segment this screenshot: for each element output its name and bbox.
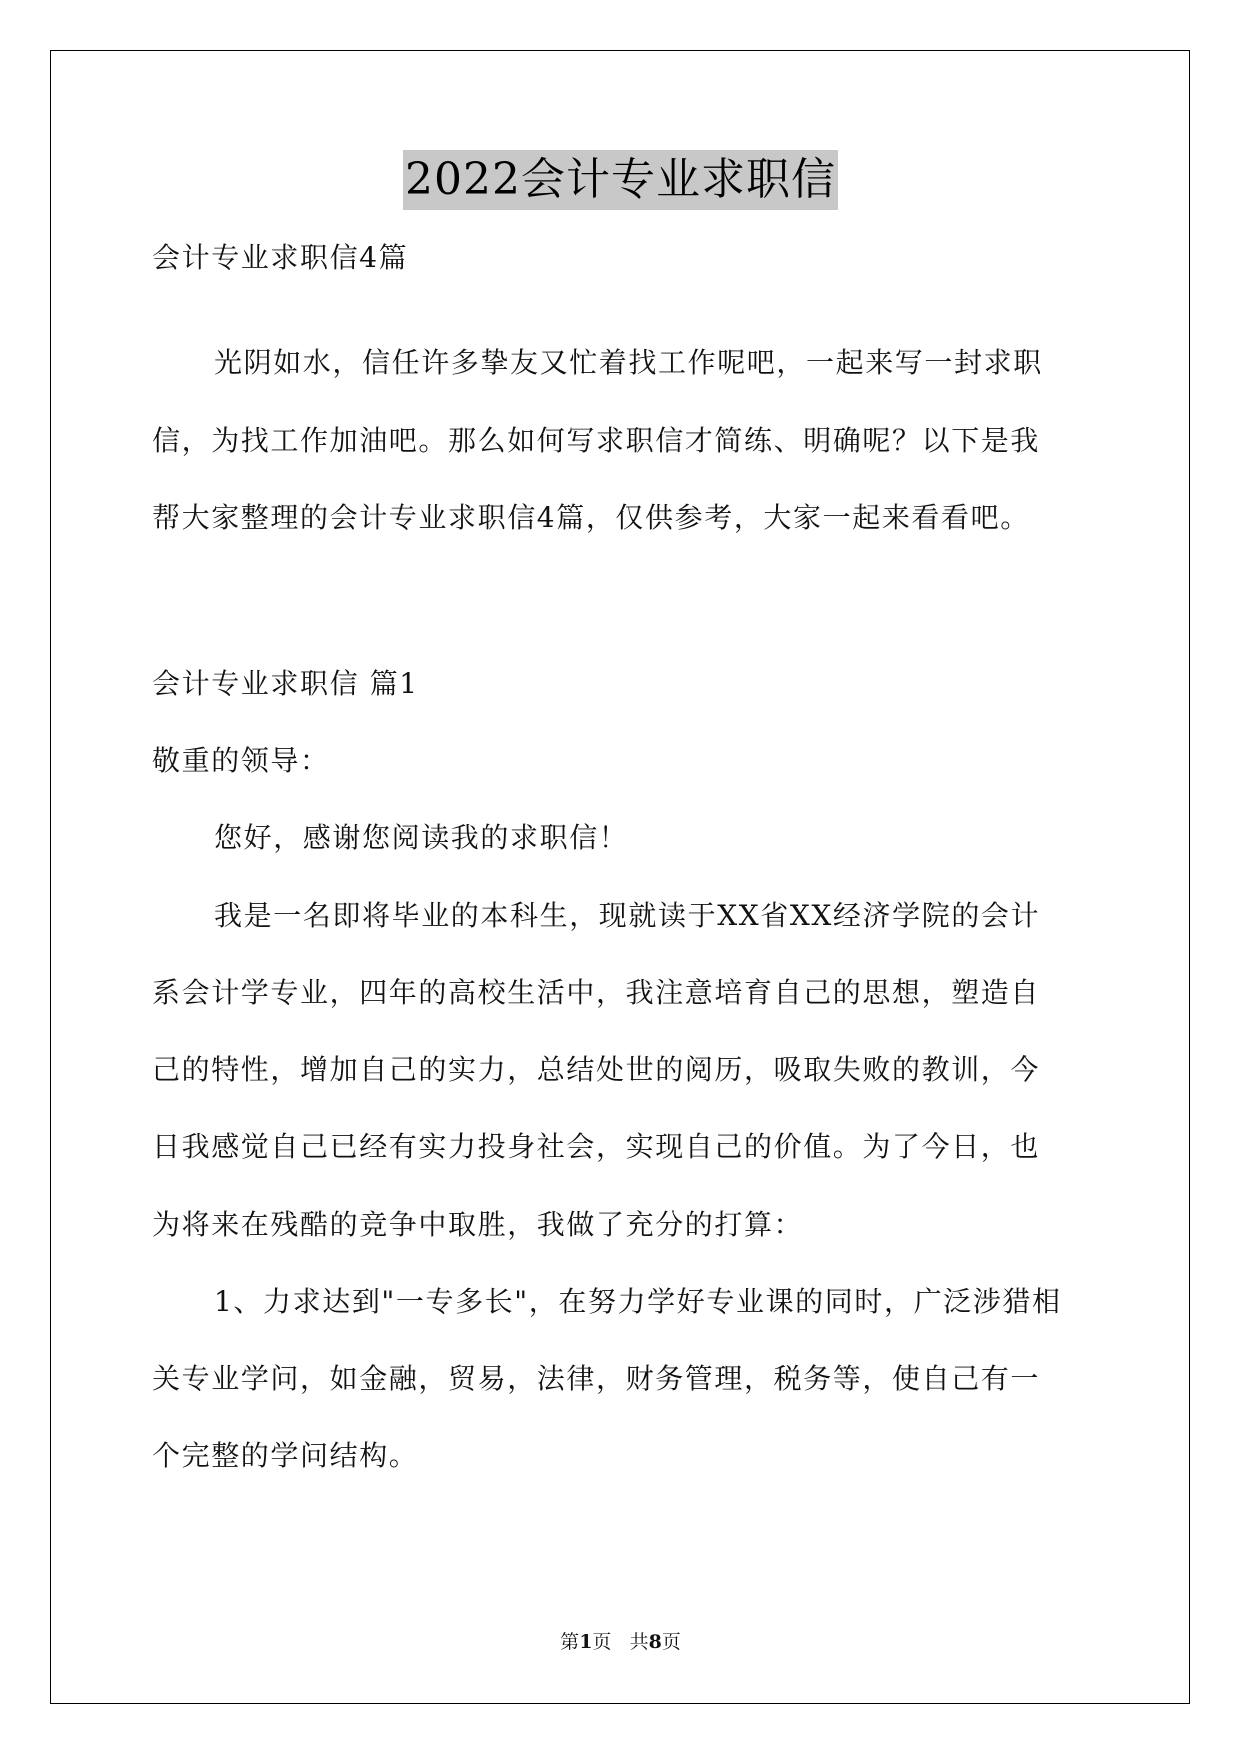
intro-line-2: 信，为找工作加油吧。那么如何写求职信才简练、明确呢？以下是我 <box>152 424 1041 457</box>
point-line-3: 个完整的学问结构。 <box>152 1439 419 1472</box>
footer-page-number: 1 <box>579 1631 593 1653</box>
section-heading: 会计专业求职信 篇1 <box>152 667 419 700</box>
footer-page-prefix: 第 <box>560 1631 580 1653</box>
intro-line-1: 光阴如水，信任许多挚友又忙着找工作呢吧，一起来写一封求职 <box>214 346 1043 379</box>
body-line-4: 日我感觉自己已经有实力投身社会，实现自己的价值。为了今日，也 <box>152 1130 1041 1163</box>
body-line-1: 我是一名即将毕业的本科生，现就读于XX省XX经济学院的会计 <box>214 899 1041 932</box>
body-line-3: 己的特性，增加自己的实力，总结处世的阅历，吸取失败的教训，今 <box>152 1053 1041 1086</box>
subtitle: 会计专业求职信4篇 <box>152 241 409 274</box>
point-line-1: 1、力求达到"一专多长"，在努力学好专业课的同时，广泛涉猎相 <box>214 1285 1062 1318</box>
intro-line-3: 帮大家整理的会计专业求职信4篇，仅供参考，大家一起来看看吧。 <box>152 501 1030 534</box>
footer-total-suffix: 页 <box>661 1631 681 1653</box>
body-line-2: 系会计学专业，四年的高校生活中，我注意培育自己的思想，塑造自 <box>152 976 1041 1009</box>
body-line-5: 为将来在残酷的竞争中取胜，我做了充分的打算： <box>152 1208 804 1241</box>
footer-total-prefix: 共 <box>629 1631 649 1653</box>
greeting: 您好，感谢您阅读我的求职信！ <box>214 821 629 854</box>
title-container <box>0 150 1241 210</box>
salutation: 敬重的领导： <box>152 744 330 777</box>
footer-page-suffix: 页 <box>592 1631 612 1653</box>
page-footer <box>0 1627 1241 1654</box>
footer-total-pages: 8 <box>648 1631 662 1653</box>
point-line-2: 关专业学问，如金融，贸易，法律，财务管理，税务等，使自己有一 <box>152 1362 1041 1395</box>
document-title: 2022会计专业求职信 <box>403 150 838 210</box>
